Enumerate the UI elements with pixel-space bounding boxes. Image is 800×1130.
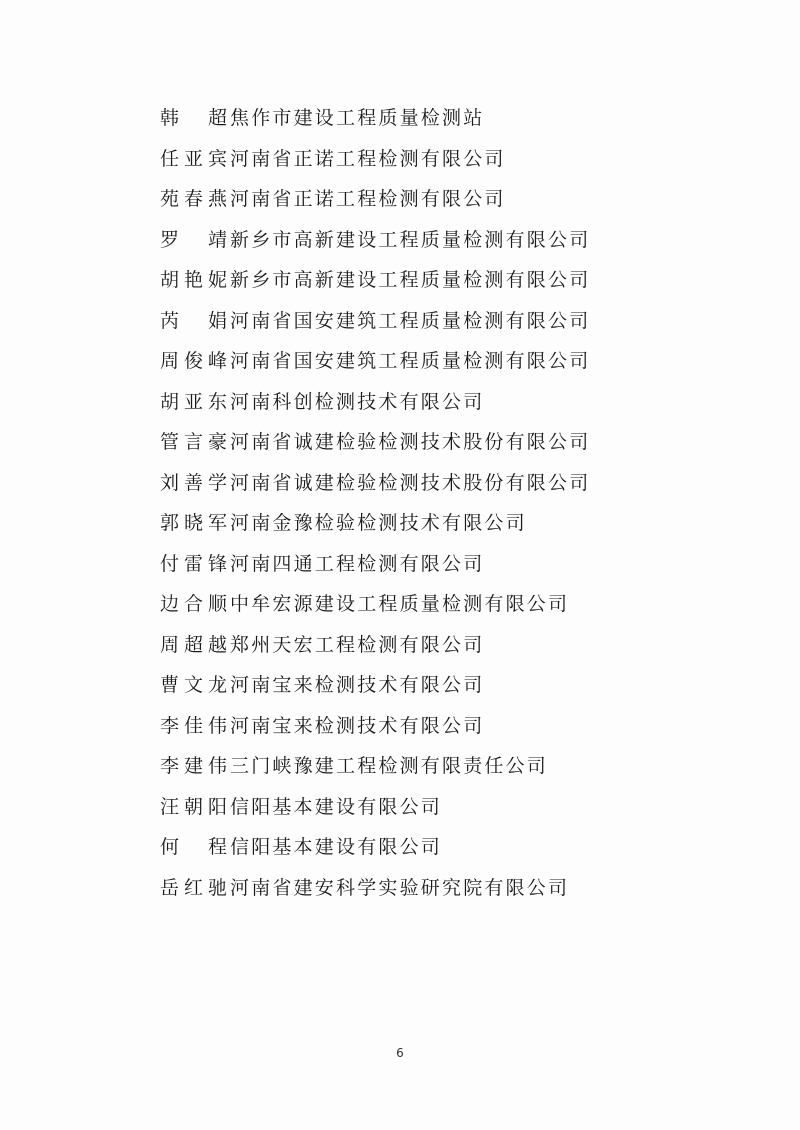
list-item (160, 665, 760, 706)
person-name: 边合顺 (160, 593, 228, 615)
list-item (160, 544, 760, 585)
organization-name: 河南省建安科学实验研究院有限公司 (230, 876, 570, 899)
list-item (160, 706, 760, 747)
list-item (160, 382, 760, 423)
person-name: 汪朝阳 (160, 795, 228, 818)
list-item (160, 139, 760, 180)
list-item (160, 260, 760, 301)
organization-name: 河南宝来检测技术有限公司 (230, 714, 485, 737)
person-name: 付雷锋 (160, 552, 228, 575)
page-number: 6 (396, 1046, 404, 1060)
organization-name: 中牟宏源建设工程质量检测有限公司 (230, 593, 570, 615)
person-name: 李建伟 (160, 755, 228, 777)
person-name: 管言豪 (160, 431, 228, 453)
organization-name: 河南省正诺工程检测有限公司 (230, 188, 506, 210)
organization-name: 信阳基本建设有限公司 (230, 795, 443, 818)
list-item (160, 179, 760, 220)
organization-name: 河南省正诺工程检测有限公司 (230, 147, 506, 170)
list-item (160, 503, 760, 544)
list-item (160, 584, 760, 625)
organization-name: 郑州天宏工程检测有限公司 (230, 633, 485, 656)
organization-name: 河南科创检测技术有限公司 (230, 390, 485, 413)
person-name: 刘善学 (160, 471, 228, 494)
organization-name: 河南四通工程检测有限公司 (230, 552, 485, 575)
list-item (160, 868, 760, 909)
list-item (160, 625, 760, 666)
list-item (160, 422, 760, 463)
organization-name: 河南宝来检测技术有限公司 (230, 674, 485, 696)
person-name: 郭晓军 (160, 512, 228, 534)
person-name: 何 程 (160, 836, 228, 858)
person-name: 岳红驰 (160, 876, 228, 899)
list-item (160, 787, 760, 828)
list-item (160, 746, 760, 787)
organization-name: 河南省诚建检验检测技术股份有限公司 (230, 431, 591, 453)
list-item (160, 220, 760, 261)
person-name: 周超越 (160, 633, 228, 656)
organization-name: 河南金豫检验检测技术有限公司 (230, 512, 527, 534)
list-item (160, 827, 760, 868)
organization-name: 新乡市高新建设工程质量检测有限公司 (230, 228, 591, 251)
organization-name: 河南省国安建筑工程质量检测有限公司 (230, 350, 591, 372)
person-name: 罗 靖 (160, 228, 228, 251)
organization-name: 河南省国安建筑工程质量检测有限公司 (230, 309, 591, 332)
person-name: 胡艳妮 (160, 269, 228, 291)
list-item (160, 341, 760, 382)
organization-name: 三门峡豫建工程检测有限责任公司 (230, 755, 549, 777)
person-name: 周俊峰 (160, 350, 228, 372)
person-name: 李佳伟 (160, 714, 228, 737)
person-name: 苑春燕 (160, 188, 228, 210)
list-item (160, 301, 760, 342)
person-name: 任亚宾 (160, 147, 228, 170)
personnel-list (160, 98, 760, 908)
person-name: 胡亚东 (160, 390, 228, 413)
organization-name: 河南省诚建检验检测技术股份有限公司 (230, 471, 591, 494)
list-item (160, 463, 760, 504)
person-name: 芮 娟 (160, 309, 228, 332)
organization-name: 焦作市建设工程质量检测站 (230, 107, 485, 129)
person-name: 韩 超 (160, 107, 228, 129)
organization-name: 新乡市高新建设工程质量检测有限公司 (230, 269, 591, 291)
list-item (160, 98, 760, 139)
person-name: 曹文龙 (160, 674, 228, 696)
organization-name: 信阳基本建设有限公司 (230, 836, 443, 858)
